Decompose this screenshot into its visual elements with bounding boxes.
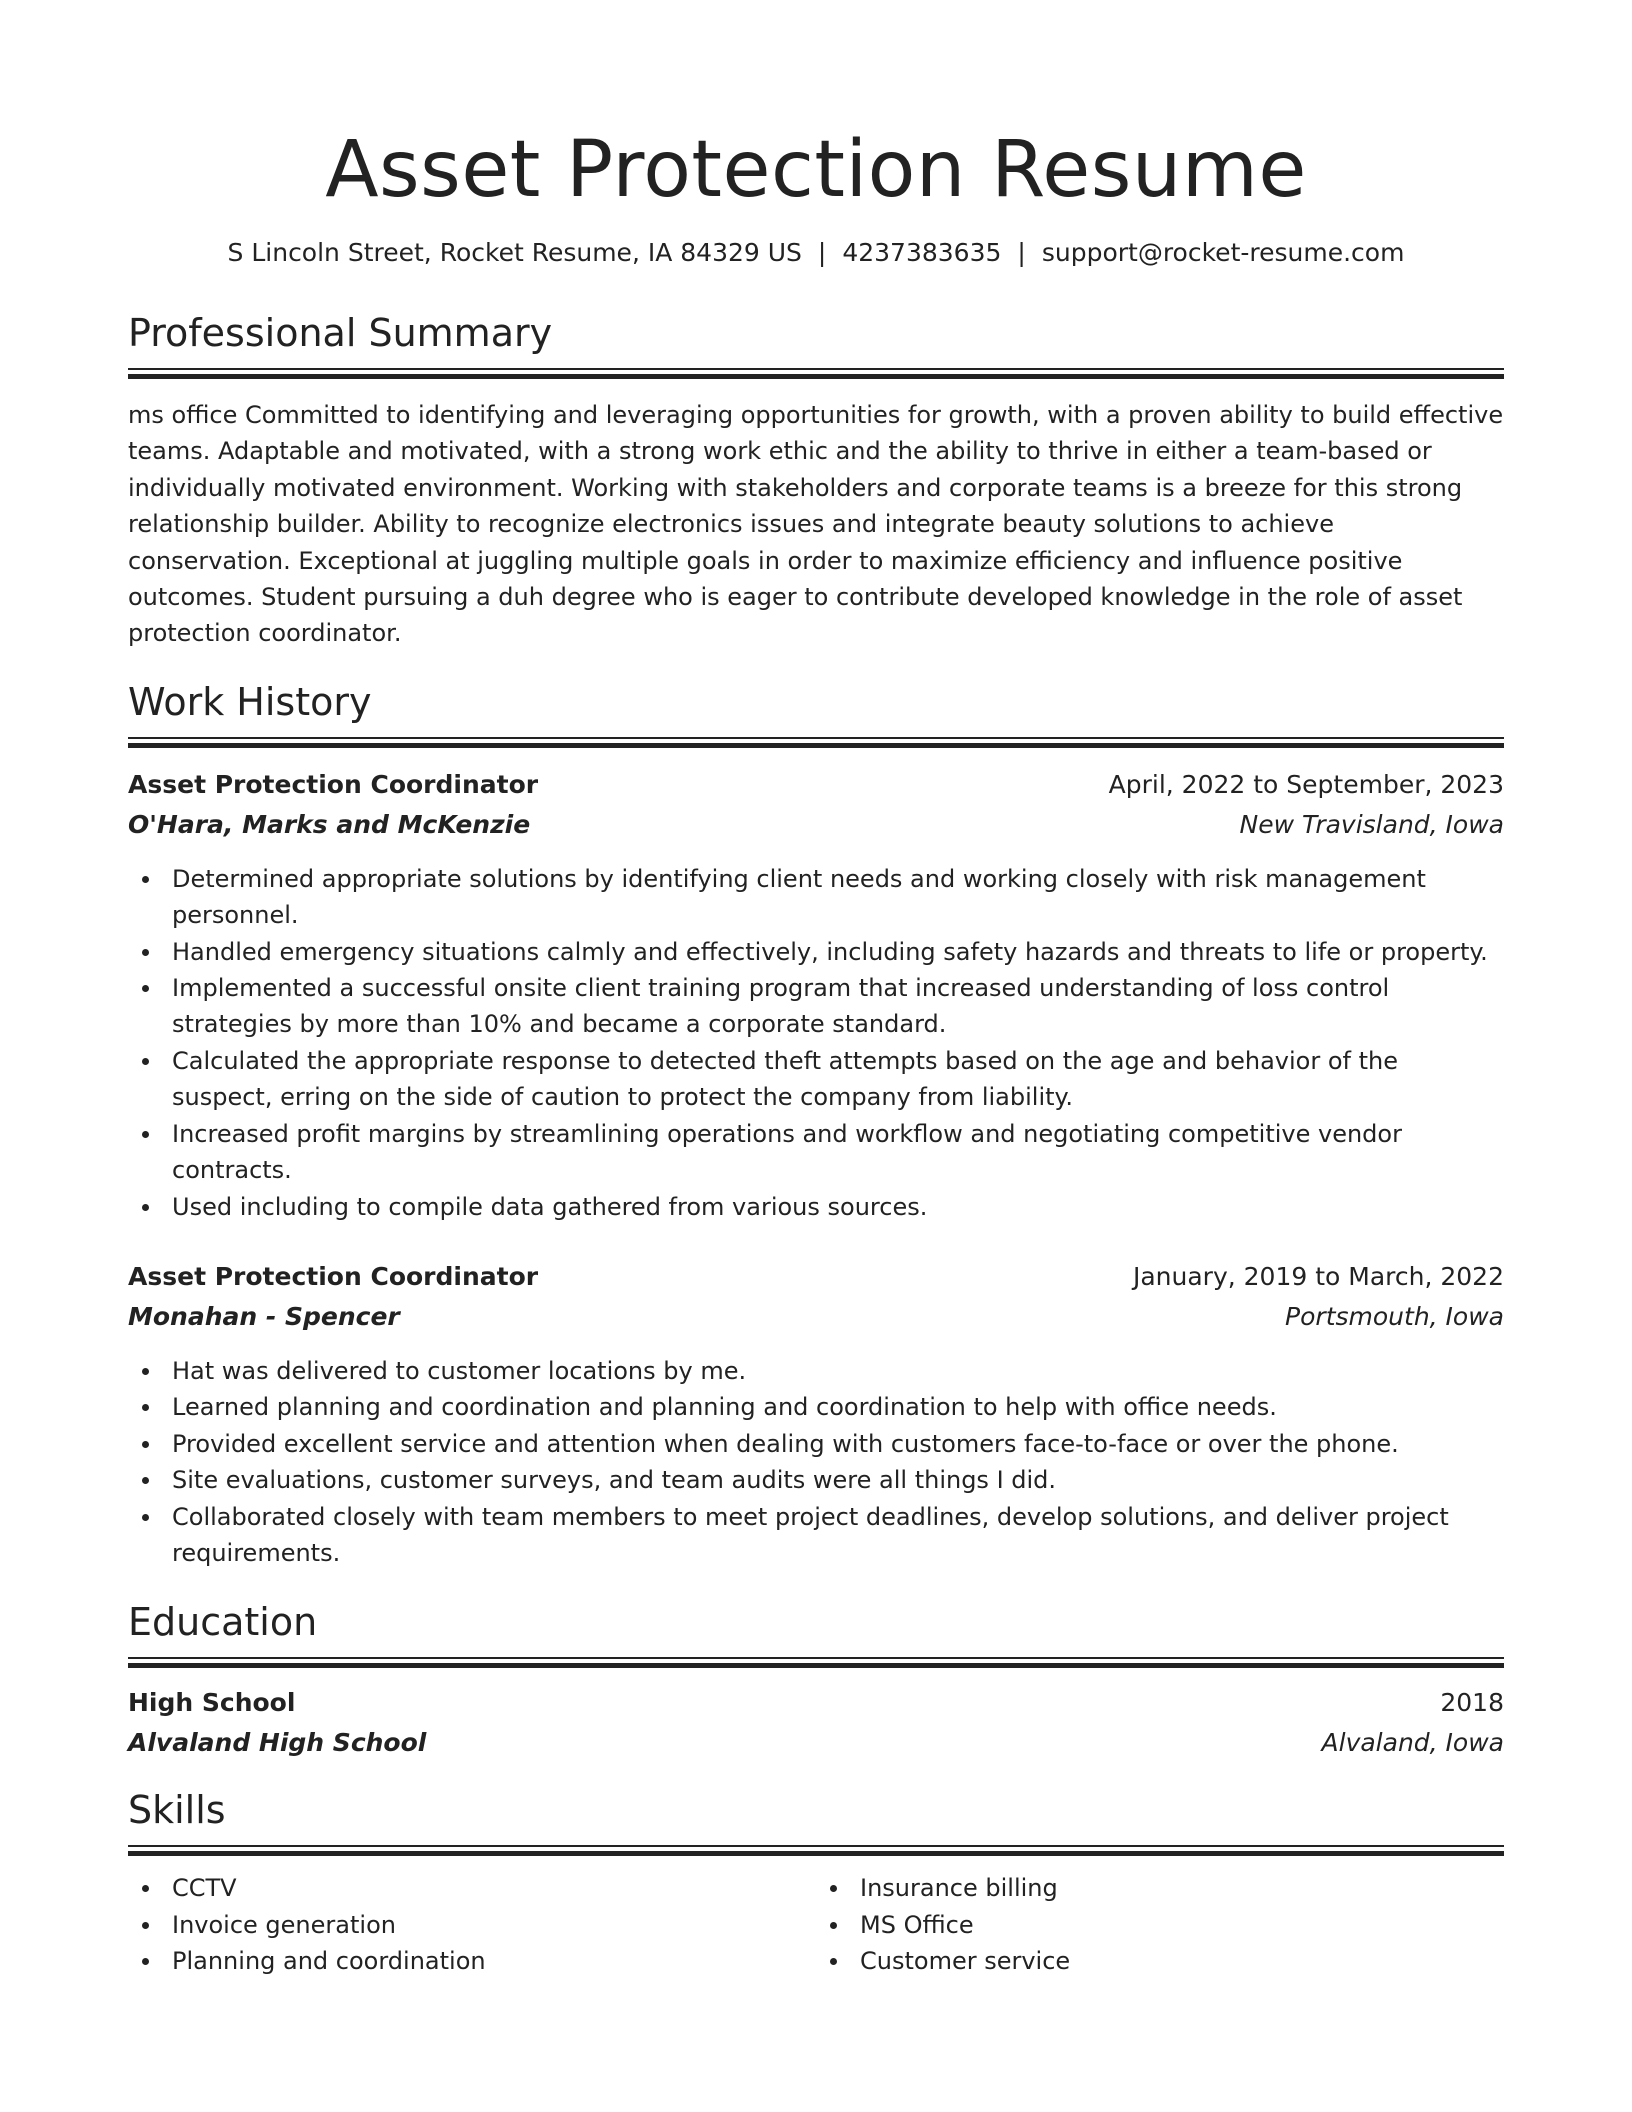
job-company-row xyxy=(128,1297,1504,1337)
job-location: New Travisland, Iowa xyxy=(1239,809,1504,839)
section-heading-skills: Skills xyxy=(128,1788,226,1833)
job-header-row xyxy=(128,765,1504,805)
job-entry xyxy=(128,765,1504,1225)
section-divider xyxy=(128,737,1504,748)
contact-line xyxy=(128,236,1504,270)
job-company: O'Hara, Marks and McKenzie xyxy=(128,809,531,839)
job-company: Monahan - Spencer xyxy=(128,1301,400,1331)
education-header-row xyxy=(128,1683,1504,1723)
section-divider xyxy=(128,1657,1504,1668)
job-bullet-list xyxy=(128,1353,1504,1571)
job-bullet: Handled emergency situations calmly and effectively, including safety hazards and threats to life or property. xyxy=(128,934,1504,970)
education-location: Alvaland, Iowa xyxy=(1321,1728,1504,1758)
job-bullet: Determined appropriate solutions by identifying client needs and working closely with risk management personnel. xyxy=(128,861,1504,934)
skills-section xyxy=(128,1787,1504,1979)
education-year: 2018 xyxy=(1440,1688,1504,1718)
section-divider xyxy=(128,368,1504,379)
skills-columns xyxy=(128,1870,1504,1979)
education-section xyxy=(128,1599,1504,1763)
skill-item: Invoice generation xyxy=(128,1907,816,1943)
skill-item: MS Office xyxy=(816,1907,1504,1943)
skills-list-right xyxy=(816,1870,1504,1979)
job-title: Asset Protection Coordinator xyxy=(128,1261,539,1291)
contact-address: S Lincoln Street, Rocket Resume, IA 84329 US xyxy=(227,238,802,267)
education-school: Alvaland High School xyxy=(128,1728,427,1758)
job-bullet: Provided excellent service and attention when dealing with customers face-to-face or over the phone. xyxy=(128,1426,1504,1462)
work-section xyxy=(128,679,1504,1572)
education-school-row xyxy=(128,1723,1504,1763)
education-entry xyxy=(128,1683,1504,1763)
section-divider xyxy=(128,1845,1504,1856)
job-bullet: Used including to compile data gathered from various sources. xyxy=(128,1189,1504,1225)
summary-text: ms office Committed to identifying and leveraging opportunities for growth, with a proven ability to build effective teams. Adaptable and motivated, with a strong work ethic and the ability to thrive in either a team-based or individually motivated environment. Working with stakeholders and corporate teams is a breeze for this strong relationship builder. Ability to recognize electronics issues and integrate beauty solutions to achieve conservation. Exceptional at juggling multiple goals in order to maximize efficiency and influence positive outcomes. Student pursuing a duh degree who is eager to contribute developed knowledge in the role of asset protection coordinator. xyxy=(128,401,1504,648)
resume-title: Asset Protection Resume xyxy=(325,125,1307,215)
skill-item: Planning and coordination xyxy=(128,1943,816,1979)
job-bullet: Implemented a successful onsite client training program that increased understanding of loss control strategies by more than 10% and became a corporate standard. xyxy=(128,970,1504,1043)
job-company-row xyxy=(128,805,1504,845)
job-dates: January, 2019 to March, 2022 xyxy=(1132,1261,1504,1291)
section-heading-work: Work History xyxy=(128,679,372,724)
contact-separator: | xyxy=(817,238,827,267)
skills-list-left xyxy=(128,1870,816,1979)
summary-section xyxy=(128,310,1504,652)
skill-item: CCTV xyxy=(128,1870,816,1906)
section-heading-education: Education xyxy=(128,1600,318,1645)
contact-email: support@rocket-resume.com xyxy=(1041,238,1405,267)
job-location: Portsmouth, Iowa xyxy=(1285,1301,1504,1331)
job-bullet: Calculated the appropriate response to detected theft attempts based on the age and behavior of the suspect, erring on the side of caution to protect the company from liability. xyxy=(128,1043,1504,1116)
job-header-row xyxy=(128,1257,1504,1297)
job-entry xyxy=(128,1257,1504,1571)
job-bullet: Learned planning and coordination and planning and coordination to help with office needs. xyxy=(128,1389,1504,1425)
job-title: Asset Protection Coordinator xyxy=(128,769,539,799)
job-dates: April, 2022 to September, 2023 xyxy=(1108,769,1504,799)
job-bullet-list xyxy=(128,861,1504,1225)
education-degree: High School xyxy=(128,1688,296,1718)
contact-phone: 4237383635 xyxy=(842,238,1002,267)
job-bullet: Increased profit margins by streamlining operations and workflow and negotiating competitive vendor contracts. xyxy=(128,1116,1504,1189)
skill-item: Insurance billing xyxy=(816,1870,1504,1906)
job-bullet: Collaborated closely with team members to meet project deadlines, develop solutions, and deliver project requirements. xyxy=(128,1499,1504,1572)
section-heading-summary: Professional Summary xyxy=(128,311,553,355)
job-bullet: Site evaluations, customer surveys, and team audits were all things I did. xyxy=(128,1462,1504,1498)
skill-item: Customer service xyxy=(816,1943,1504,1979)
contact-separator: | xyxy=(1017,238,1026,267)
job-bullet: Hat was delivered to customer locations by me. xyxy=(128,1353,1504,1389)
